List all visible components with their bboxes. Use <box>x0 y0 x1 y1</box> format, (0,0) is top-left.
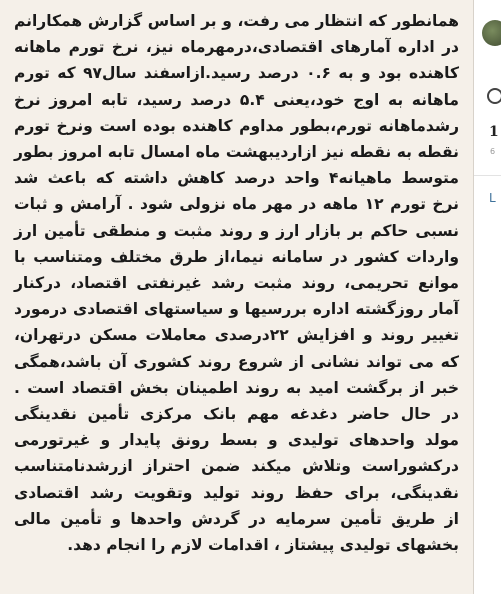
text-line: نسبی حاکم بر بازار ارز و روند مثبت و منطقی تأمین ارز <box>14 221 459 240</box>
sidebar-link[interactable]: L <box>489 191 496 205</box>
text-line: نقطه به نقطه نیز ازاردیبهشت ماه امسال تابه امروز بطور <box>14 143 459 162</box>
text-line: موانع تحریمی، روند مثبت رشد غیرنفتی اقتصاد، درکنار <box>14 274 459 293</box>
refresh-icon[interactable] <box>487 88 501 104</box>
divider <box>474 175 501 176</box>
avatar[interactable] <box>482 20 501 46</box>
sidebar-number: 1 <box>489 124 499 140</box>
text-line: واردات کشور در سامانه نیما،از طرق مختلف ومتناسب با <box>14 247 459 266</box>
text-line: در اداره آمارهای اقتصادی،درمهرماه نیز، نرخ تورم ماهانه <box>14 38 459 57</box>
text-line: بخشهای تولیدی پیشتاز ، اقدامات لازم را انجام دهد. <box>67 536 459 555</box>
sidebar-panel <box>474 0 501 594</box>
text-line: متوسط ماهیانه۴ واحد درصد کاهش داشته که باعث شد <box>14 169 459 188</box>
text-line: تغییر روند و افزایش ۲۲درصدی معاملات مسکن درتهران، <box>14 326 459 345</box>
text-line: ماهانه به اوج خود،یعنی ۵.۴ درصد رسید، تابه امروز نرخ <box>14 90 460 109</box>
sidebar-small-text: 6 <box>490 147 496 156</box>
text-line: کاهنده بود و به ۰.۶ درصد رسید.ازاسفند سال۹۷ که تورم <box>14 64 459 83</box>
text-line: که می تواند نشانی از شروع روند کشوری آن باشد،همگی <box>14 352 459 371</box>
text-line: نرخ تورم ۱۲ ماهه در مهر ماه نزولی شود . آرامش و ثبات <box>14 195 459 214</box>
text-line: نقدینگی، برای حفظ روند تولید وتقویت رشد اقتصادی <box>14 483 459 502</box>
text-line: خبر از برگشت امید به روند اطمینان بخش اقتصاد است . <box>14 378 459 397</box>
text-line: مولد واحدهای تولیدی و بسط رونق پایدار و غیرتورمی <box>14 431 459 450</box>
text-line: در حال حاضر دغدغه مهم بانک مرکزی تأمین نقدینگی <box>14 405 459 424</box>
text-line: از طریق تأمین سرمایه در گردش واحدها و تأمین مالی <box>14 509 459 528</box>
text-line: همانطور که انتظار می رفت، و بر اساس گزارش همکارانم <box>14 12 459 30</box>
text-line: درکشوراست وتلاش میکند ضمن احتراز ازرشدنامتناسب <box>14 457 459 476</box>
text-line: رشدماهانه تورم،بطور مداوم کاهنده بوده است ونرخ تورم <box>14 116 459 135</box>
text-line: آمار روزگشته اداره بررسیها و سیاستهای اقتصادی درمورد <box>14 300 459 319</box>
